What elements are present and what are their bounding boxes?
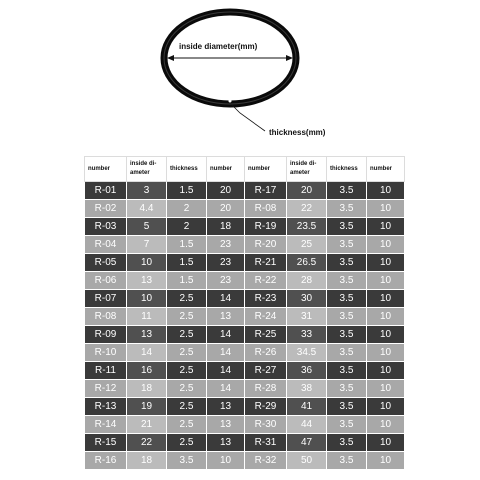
cell-count: 10 — [367, 344, 405, 362]
cell-count: 14 — [207, 290, 245, 308]
cell-inside-diameter: 47 — [287, 434, 327, 452]
cell-number: R-15 — [85, 434, 127, 452]
table-row — [85, 254, 405, 272]
cell-count: 13 — [207, 434, 245, 452]
cell-inside-diameter: 22 — [287, 200, 327, 218]
cell-thickness: 1.5 — [167, 236, 207, 254]
table-body — [85, 182, 405, 470]
cell-thickness: 3.5 — [327, 254, 367, 272]
cell-count: 14 — [207, 380, 245, 398]
header-number: number — [85, 157, 127, 182]
size-table-container — [84, 156, 404, 470]
table-row — [85, 416, 405, 434]
cell-inside-diameter: 13 — [127, 272, 167, 290]
cell-thickness: 2.5 — [167, 398, 207, 416]
cell-thickness: 3.5 — [327, 182, 367, 200]
cell-number: R-17 — [245, 182, 287, 200]
cell-inside-diameter: 13 — [127, 326, 167, 344]
cell-number: R-16 — [85, 452, 127, 470]
cell-inside-diameter: 41 — [287, 398, 327, 416]
cell-number: R-24 — [245, 308, 287, 326]
cell-inside-diameter: 3 — [127, 182, 167, 200]
cell-inside-diameter: 4.4 — [127, 200, 167, 218]
cell-thickness: 3.5 — [327, 308, 367, 326]
cell-inside-diameter: 31 — [287, 308, 327, 326]
cell-count: 10 — [367, 434, 405, 452]
cell-count: 10 — [367, 380, 405, 398]
cell-thickness: 3.5 — [327, 326, 367, 344]
table-row — [85, 326, 405, 344]
table-row — [85, 452, 405, 470]
cell-number: R-28 — [245, 380, 287, 398]
cell-inside-diameter: 50 — [287, 452, 327, 470]
o-ring-illustration — [0, 0, 480, 150]
cell-number: R-09 — [85, 326, 127, 344]
cell-count: 10 — [367, 452, 405, 470]
cell-inside-diameter: 26.5 — [287, 254, 327, 272]
cell-thickness: 2.5 — [167, 344, 207, 362]
cell-inside-diameter: 5 — [127, 218, 167, 236]
table-row — [85, 200, 405, 218]
table-row — [85, 434, 405, 452]
cell-thickness: 2 — [167, 218, 207, 236]
cell-thickness: 3.5 — [327, 434, 367, 452]
cell-number: R-29 — [245, 398, 287, 416]
table-row — [85, 380, 405, 398]
header-thickness: thickness — [327, 157, 367, 182]
cell-count: 23 — [207, 272, 245, 290]
cell-thickness: 2.5 — [167, 326, 207, 344]
cell-thickness: 1.5 — [167, 254, 207, 272]
cell-inside-diameter: 10 — [127, 254, 167, 272]
cell-count: 14 — [207, 362, 245, 380]
o-ring-size-table — [84, 156, 405, 470]
cell-count: 10 — [367, 308, 405, 326]
cell-number: R-25 — [245, 326, 287, 344]
cell-number: R-27 — [245, 362, 287, 380]
cell-count: 10 — [367, 362, 405, 380]
cell-number: R-20 — [245, 236, 287, 254]
cell-inside-diameter: 33 — [287, 326, 327, 344]
cell-thickness: 3.5 — [327, 380, 367, 398]
header-inside-diameter: inside di-ameter — [127, 157, 167, 182]
cell-count: 23 — [207, 236, 245, 254]
cell-number: R-08 — [85, 308, 127, 326]
cell-thickness: 2 — [167, 200, 207, 218]
cell-inside-diameter: 38 — [287, 380, 327, 398]
cell-inside-diameter: 36 — [287, 362, 327, 380]
cell-inside-diameter: 20 — [287, 182, 327, 200]
cell-inside-diameter: 22 — [127, 434, 167, 452]
cell-thickness: 2.5 — [167, 308, 207, 326]
cell-number: R-32 — [245, 452, 287, 470]
cell-count: 10 — [367, 254, 405, 272]
cell-thickness: 2.5 — [167, 380, 207, 398]
cell-thickness: 3.5 — [327, 362, 367, 380]
cell-thickness: 2.5 — [167, 416, 207, 434]
table-row — [85, 344, 405, 362]
cell-thickness: 3.5 — [167, 452, 207, 470]
cell-inside-diameter: 14 — [127, 344, 167, 362]
cell-inside-diameter: 7 — [127, 236, 167, 254]
o-ring-diagram — [0, 0, 480, 150]
cell-count: 10 — [367, 416, 405, 434]
cell-count: 10 — [367, 182, 405, 200]
cell-count: 10 — [367, 326, 405, 344]
table-row — [85, 362, 405, 380]
cell-thickness: 3.5 — [327, 452, 367, 470]
header-count: number — [367, 157, 405, 182]
thickness-label: thickness(mm) — [269, 128, 326, 137]
cell-inside-diameter: 28 — [287, 272, 327, 290]
cell-thickness: 1.5 — [167, 182, 207, 200]
cell-inside-diameter: 30 — [287, 290, 327, 308]
cell-number: R-03 — [85, 218, 127, 236]
cell-inside-diameter: 11 — [127, 308, 167, 326]
cell-number: R-06 — [85, 272, 127, 290]
header-count: number — [207, 157, 245, 182]
cell-number: R-26 — [245, 344, 287, 362]
table-row — [85, 236, 405, 254]
cell-number: R-11 — [85, 362, 127, 380]
cell-thickness: 2.5 — [167, 362, 207, 380]
cell-number: R-10 — [85, 344, 127, 362]
cell-number: R-04 — [85, 236, 127, 254]
cell-thickness: 2.5 — [167, 434, 207, 452]
cell-count: 14 — [207, 326, 245, 344]
cell-thickness: 3.5 — [327, 398, 367, 416]
cell-number: R-01 — [85, 182, 127, 200]
cell-count: 13 — [207, 416, 245, 434]
table-header-row — [85, 157, 405, 182]
cell-thickness: 3.5 — [327, 416, 367, 434]
cell-thickness: 3.5 — [327, 218, 367, 236]
cell-number: R-19 — [245, 218, 287, 236]
cell-thickness: 3.5 — [327, 200, 367, 218]
table-row — [85, 272, 405, 290]
cell-inside-diameter: 18 — [127, 452, 167, 470]
cell-count: 18 — [207, 218, 245, 236]
cell-thickness: 1.5 — [167, 272, 207, 290]
cell-number: R-22 — [245, 272, 287, 290]
cell-number: R-13 — [85, 398, 127, 416]
cell-thickness: 3.5 — [327, 236, 367, 254]
cell-count: 10 — [207, 452, 245, 470]
table-row — [85, 290, 405, 308]
header-inside-diameter: inside di-ameter — [287, 157, 327, 182]
cell-number: R-08 — [245, 200, 287, 218]
cell-inside-diameter: 23.5 — [287, 218, 327, 236]
cell-inside-diameter: 44 — [287, 416, 327, 434]
header-number: number — [245, 157, 287, 182]
cell-count: 10 — [367, 200, 405, 218]
cell-number: R-23 — [245, 290, 287, 308]
cell-count: 10 — [367, 272, 405, 290]
cell-thickness: 3.5 — [327, 290, 367, 308]
cell-number: R-21 — [245, 254, 287, 272]
cell-number: R-31 — [245, 434, 287, 452]
table-row — [85, 398, 405, 416]
thickness-leader-line — [232, 105, 265, 131]
cell-number: R-30 — [245, 416, 287, 434]
diameter-arrow-left — [167, 55, 174, 61]
cell-number: R-05 — [85, 254, 127, 272]
cell-inside-diameter: 18 — [127, 380, 167, 398]
table-row — [85, 182, 405, 200]
header-thickness: thickness — [167, 157, 207, 182]
cell-count: 23 — [207, 254, 245, 272]
cell-count: 13 — [207, 398, 245, 416]
cell-count: 14 — [207, 344, 245, 362]
cell-number: R-02 — [85, 200, 127, 218]
cell-inside-diameter: 21 — [127, 416, 167, 434]
cell-count: 13 — [207, 308, 245, 326]
cell-count: 10 — [367, 236, 405, 254]
cell-number: R-14 — [85, 416, 127, 434]
cell-number: R-07 — [85, 290, 127, 308]
cell-inside-diameter: 34.5 — [287, 344, 327, 362]
cell-inside-diameter: 25 — [287, 236, 327, 254]
cell-thickness: 2.5 — [167, 290, 207, 308]
cell-count: 20 — [207, 200, 245, 218]
cell-inside-diameter: 10 — [127, 290, 167, 308]
inside-diameter-label: inside diameter(mm) — [179, 42, 258, 51]
cell-count: 10 — [367, 398, 405, 416]
table-row — [85, 308, 405, 326]
cell-thickness: 3.5 — [327, 344, 367, 362]
cell-inside-diameter: 19 — [127, 398, 167, 416]
diameter-arrow-right — [286, 55, 293, 61]
cell-number: R-12 — [85, 380, 127, 398]
table-row — [85, 218, 405, 236]
cell-inside-diameter: 16 — [127, 362, 167, 380]
cell-thickness: 3.5 — [327, 272, 367, 290]
thickness-marker — [229, 100, 232, 103]
cell-count: 10 — [367, 218, 405, 236]
cell-count: 10 — [367, 290, 405, 308]
cell-count: 20 — [207, 182, 245, 200]
